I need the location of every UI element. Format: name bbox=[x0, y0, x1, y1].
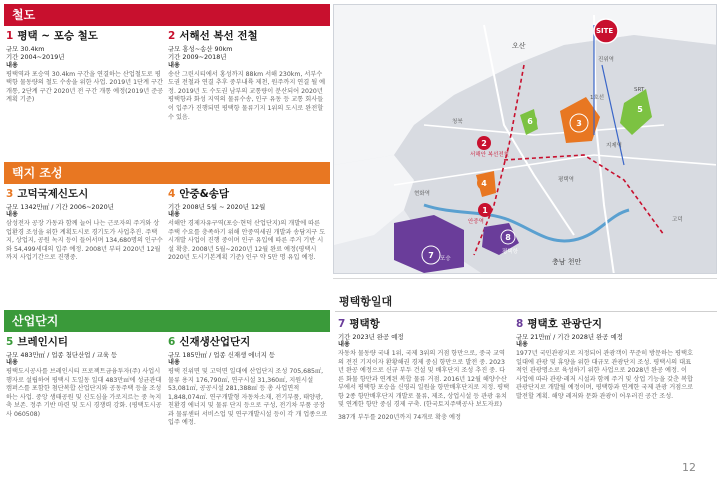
content-label: 내용 bbox=[516, 341, 528, 349]
industry-item-5 bbox=[6, 336, 164, 474]
map-label-godeok: 고덕 bbox=[672, 217, 683, 223]
item-title bbox=[168, 188, 328, 202]
content-label: 내용 bbox=[168, 211, 180, 219]
item-title bbox=[6, 336, 164, 350]
content-label: 내용 bbox=[6, 359, 18, 367]
content-label: 내용 bbox=[168, 62, 180, 70]
item-number: 2 bbox=[168, 30, 176, 42]
item-name: 안중&송담 bbox=[179, 188, 230, 200]
svg-text:5: 5 bbox=[637, 105, 643, 114]
map-label-chungnam: 충남 천안 bbox=[552, 258, 582, 266]
item-number: 5 bbox=[6, 336, 14, 348]
map-label-cheongbuk: 청북 bbox=[452, 119, 463, 125]
content-label: 내용 bbox=[168, 359, 180, 367]
map-label-port: 평택항 bbox=[502, 249, 518, 255]
regional-map bbox=[333, 4, 717, 274]
item-name: 서해선 복선 전철 bbox=[179, 30, 258, 42]
item-number: 6 bbox=[168, 336, 176, 348]
item-content: 송산 그린시티에서 홍성까지 88km 서해 230km, 서부수도권 전철과 연결 추후 중부내륙 제천, 원주까지 연결 될 예정. 2019년 도 수도권 남부의 교통량이 분산되어 2020년 평택항과 화성 지역의 물류수송, 인구 유동 등 교통 회사들이 입주가 진행되면 평택항 물류기지 1위의 도시로 완전할 수 있음. bbox=[168, 70, 326, 121]
item-period: 기간 2023년 완공 예정 bbox=[338, 332, 404, 341]
item-scale: 규모 30.4km bbox=[6, 44, 45, 53]
item-period: 기간 2008년 5월 ~ 2020년 12월 bbox=[168, 202, 266, 211]
railway-item-1 bbox=[6, 30, 164, 158]
map-label-osan: 오산 bbox=[512, 42, 526, 50]
item-scale: 규모 185만㎡ / 업종 신재생 에너지 등 bbox=[168, 350, 276, 359]
section-header-industry: 산업단지 bbox=[4, 310, 330, 332]
map-label-pyeongtaek: 평택역 bbox=[558, 177, 574, 183]
item-content: 평택 진위면 및 고덕면 일대에 산업단지 조성 705,685㎡, 물류 용지 176,790㎡, 연구시설 31,360㎡, 지원시설 53,081㎡, 공공시설 281,388㎡ 등 총 사업면적 1,848,074㎡. 연구개발형 자동차소재, 전기부품, 태양광, 친환경 에너지 및 물류 단지 등으로 구성, 전기차 부품 공장과 물류센터 서비스업 및 연구개발시설 등이 각 개 업종으로 입주 예정. bbox=[168, 368, 328, 427]
item-name: 평택항 bbox=[349, 318, 380, 330]
site-label: SITE bbox=[596, 27, 614, 35]
item-scale: 규모 21만㎡ / 기간 2028년 완공 예정 bbox=[516, 332, 623, 341]
item-name: 브레인시티 bbox=[17, 336, 69, 348]
section-header-port bbox=[335, 290, 717, 312]
item-number: 3 bbox=[6, 188, 14, 200]
map-label-hyeonhwa: 현화역 bbox=[414, 191, 430, 197]
item-content: 삼성전자 공장 가동과 함께 늘어 나는 근로자의 주거와 상업환경 조성을 위한 계획도시로 경기도가 사업추진. 주택지, 상업지, 공원 녹지 등이 들어서며 134,680명의 인구수와 54,499세대의 입주 예정. 2008년 부터 2020년 12월까지 사업기간으로 진행중. bbox=[6, 220, 163, 262]
item-content: 1977년 국민관광지로 지정되어 관광객이 꾸준히 방문하는 평택호 일대에 관광 및 휴양을 위한 대규모 관광단지 조성. 평택시의 대표적인 관광명소로 육성하기 위한 사업으로 2028년 완공 예정. 이 사업에 따라 관광·레저 시설과 함께 주거 및 상업 기능을 갖춘 복합 관광단지로 개발될 예정이며, 평택항과 연계한 국제 관광 거점으로 발전할 계획. 해양 레저와 문화 관광이 어우러진 공간 조성. bbox=[516, 350, 694, 400]
item-name: 평택 ~ 포승 철도 bbox=[17, 30, 98, 42]
svg-text:7: 7 bbox=[428, 251, 434, 260]
item-content: 평택역과 포승역 30.4km 구간을 연결하는 산업철도로 평택항 물동량의 철도 수송을 위한 사업. 2019년 1단계 구간 개통, 2단계 구간 2020년 전 구간 개통 예정(2019년 준공 계획 기준) bbox=[6, 70, 164, 104]
item-name: 고덕국제신도시 bbox=[17, 188, 89, 200]
svg-text:1: 1 bbox=[482, 206, 488, 215]
item-number: 7 bbox=[338, 318, 346, 330]
port-item-7 bbox=[338, 318, 510, 470]
item-scale: 규모 홍성~송산 90km bbox=[168, 44, 233, 53]
item-scale: 규모 1342만㎡ / 기간 2006~2020년 bbox=[6, 202, 114, 211]
divider bbox=[333, 278, 717, 279]
svg-text:2: 2 bbox=[481, 139, 487, 148]
map-label-pohang: 포승 bbox=[440, 256, 451, 262]
item-title bbox=[168, 30, 328, 44]
content-label: 내용 bbox=[6, 62, 18, 70]
item-title bbox=[6, 30, 164, 44]
section-header-land: 택지 조성 bbox=[4, 162, 330, 184]
port-item-8 bbox=[516, 318, 694, 470]
svg-text:3: 3 bbox=[576, 119, 582, 128]
railway-item-2 bbox=[168, 30, 328, 158]
svg-text:6: 6 bbox=[527, 117, 533, 126]
map-label-anjung: 안중역 bbox=[468, 219, 484, 225]
map-label-srt: SRT bbox=[634, 87, 645, 93]
land-item-4 bbox=[168, 188, 328, 306]
item-title bbox=[168, 336, 328, 350]
item-name: 신재생산업단지 bbox=[179, 336, 251, 348]
item-title bbox=[516, 318, 694, 332]
item-content: 서해안 경제자유구역(포승·현덕 산업단지)의 개발에 따른 주택 수요를 충족하기 위해 안중역세권 개발과 송담지구 도시개발 사업이 진행 중이며 인구 유입에 따른 주거 기반 시설 확충. 2008년 5월~2020년 12월 완료 예정(평택시 2020년 도시기본계획 기준) 인구 약 5만 명 유입 예정. bbox=[168, 220, 326, 262]
item-number: 1 bbox=[6, 30, 14, 42]
section-header-railway: 철도 bbox=[4, 4, 330, 26]
item-footer: 387개 부두를 2020년까지 74개로 확충 예정 bbox=[338, 413, 461, 421]
industry-item-6 bbox=[168, 336, 328, 474]
section-title-port: 평택항일대 bbox=[339, 295, 393, 308]
map-label-line1: 1호선 bbox=[590, 95, 605, 101]
map-label-jije: 지제역 bbox=[606, 143, 622, 149]
item-content: 자동차 물동량 국내 1위, 국제 3위의 거점 항만으로, 중국 교역의 전진 기지이자 환황해권 경제 중심 항만으로 발전 중. 2023년 완공 예정으로 신규 부두 건설 및 배후단지 조성 추진 중. 다른 화물 항만과 연계된 복합 물류 거점. 2016년 12월 해양수산부에서 평택항 포승읍 신영리 일원을 항만배후단지로 지정. 평택항 2종 항만배후단지 개발로 물류, 제조, 상업시설 등 관광 유치 및 연계한 항만 중심 경제 구축. (한국토지주택공사 보도자료) bbox=[338, 350, 510, 409]
item-title bbox=[338, 318, 510, 332]
map-label-jinwi: 진위역 bbox=[598, 57, 614, 63]
page-number: 12 bbox=[682, 461, 696, 474]
item-period: 기간 2009~2018년 bbox=[168, 53, 227, 62]
svg-text:8: 8 bbox=[505, 233, 511, 242]
land-item-3 bbox=[6, 188, 164, 306]
item-period: 기간 2004~2019년 bbox=[6, 53, 65, 62]
content-label: 내용 bbox=[6, 211, 18, 219]
item-title bbox=[6, 188, 164, 202]
svg-text:4: 4 bbox=[481, 179, 487, 188]
item-number: 8 bbox=[516, 318, 524, 330]
map-label-west-complex: 서해안 복선전철 bbox=[470, 152, 509, 158]
item-number: 4 bbox=[168, 188, 176, 200]
item-scale: 규모 483만㎡ / 업종 첨단산업 / 교육 등 bbox=[6, 350, 118, 359]
item-name: 평택호 관광단지 bbox=[527, 318, 602, 330]
content-label: 내용 bbox=[338, 341, 350, 349]
item-content: 평택도시공사를 브레인시티 프로젝트금융투자(주) 사업시행자로 설립하여 평택시 도일동 일대 483만㎡에 성균관대 캠퍼스를 포함한 첨단복합 산업단지와 공동주택 등을 조성하는 사업. 중앙 생태공원 및 신도심을 가로지르는 중 녹지축 보존. 정주 기반 마련 및 도시 경쟁력 강화. (평택도시공사 060508) bbox=[6, 368, 162, 418]
